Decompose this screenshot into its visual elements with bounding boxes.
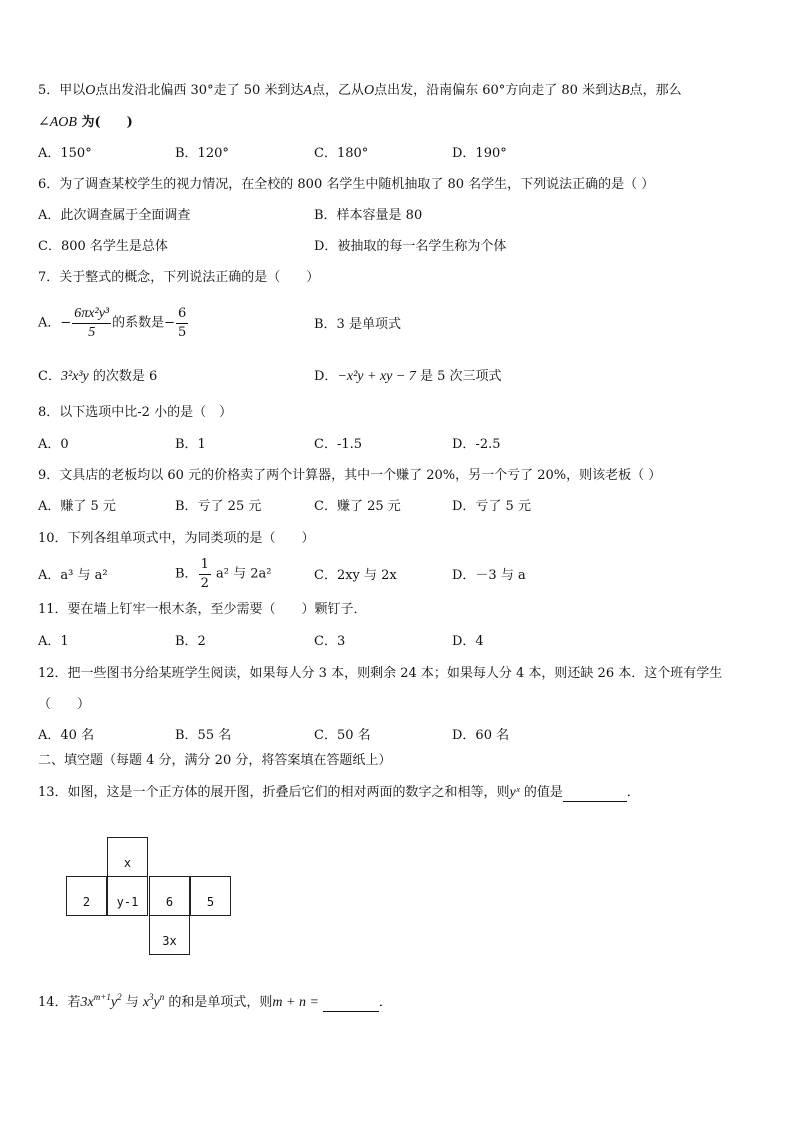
q7-option-a[interactable]: A．− $\frac{\text{6πx²y³}}{5}$ 的系数是− $\frac{6}{5}$ <box>38 306 187 340</box>
q6-option-c[interactable]: C．800 名学生是总体 <box>38 239 168 254</box>
q12-option-d[interactable]: D．60 名 <box>452 728 510 743</box>
q12-option-a[interactable]: A．40 名 <box>38 728 95 743</box>
q12-option-c[interactable]: C．50 名 <box>314 728 371 743</box>
q11-stem: 11．要在墙上钉牢一根木条，至少需要（ ）颗钉子． <box>38 602 367 617</box>
q11-option-b[interactable]: B．2 <box>175 634 206 649</box>
q12-option-b[interactable]: B．55 名 <box>175 728 232 743</box>
q9-stem: 9．文具店的老板均以 60 元的价格卖了两个计算器，其中一个赚了 20%，另一个亏了 20%，则该老板（ ） <box>38 468 662 483</box>
q12-stem: 12．把一些图书分给某班学生阅读，如果每人分 3 本，则剩余 24 本；如果每人分 4 本，则还缺 26 本．这个班有学生 <box>38 666 723 681</box>
q9-option-d[interactable]: D．亏了 5 元 <box>452 499 531 514</box>
q5-option-a[interactable]: A．150° <box>38 146 92 161</box>
q5-stem-line1: 5．甲以O点出发沿北偏西 30°走了 50 米到达A点，乙从O点出发，沿南偏东 60°方向走了 80 米到达B点，那么 <box>38 83 682 98</box>
q8-option-b[interactable]: B．1 <box>175 437 206 452</box>
net-cell-bottom: 3x <box>149 915 190 955</box>
q14-answer-blank[interactable] <box>323 997 379 1012</box>
q11-option-d[interactable]: D．4 <box>452 634 484 649</box>
q10-option-d[interactable]: D．－3 与 a <box>452 568 526 583</box>
q7-option-b[interactable]: B．3 是单项式 <box>314 317 401 332</box>
q10-option-c[interactable]: C．2xy 与 2x <box>314 568 397 583</box>
q10-option-a[interactable]: A．a³ 与 a² <box>38 568 108 583</box>
q11-option-a[interactable]: A．1 <box>38 634 69 649</box>
q13-stem: 13．如图，这是一个正方体的展开图，折叠后它们的相对两面的数字之和相等，则yˣ 的值是 ． <box>38 785 640 800</box>
q6-stem: 6．为了调查某校学生的视力情况，在全校的 800 名学生中随机抽取了 80 名学生，下列说法正确的是（ ） <box>38 177 655 192</box>
net-cell-4: 5 <box>190 876 231 916</box>
q7-option-c[interactable]: C．3²x³y 的次数是 6 <box>38 369 158 384</box>
q9-option-c[interactable]: C．赚了 25 元 <box>314 499 401 514</box>
section-heading: 二、填空题（每题 4 分，满分 20 分，将答案填在答题纸上） <box>38 753 392 768</box>
q8-option-c[interactable]: C．-1.5 <box>314 437 363 452</box>
q5-stem-line2: ∠AOB 为( ) <box>38 115 133 130</box>
q12-stem-cont: （ ） <box>38 697 91 712</box>
net-cell-3: 6 <box>149 876 190 916</box>
q5-option-c[interactable]: C．180° <box>314 146 369 161</box>
q6-option-b[interactable]: B．样本容量是 80 <box>314 208 423 223</box>
q9-option-a[interactable]: A．赚了 5 元 <box>38 499 116 514</box>
net-cell-top: x <box>107 837 148 877</box>
q10-stem: 10．下列各组单项式中，为同类项的是（ ） <box>38 531 315 546</box>
q10-option-b[interactable]: B． $\frac{1}{2}$ a² 与 2a² <box>175 557 272 591</box>
q7-stem: 7．关于整式的概念，下列说法正确的是（ ） <box>38 270 320 285</box>
q6-option-d[interactable]: D．被抽取的每一名学生称为个体 <box>314 239 507 254</box>
q6-option-a[interactable]: A．此次调查属于全面调查 <box>38 208 191 223</box>
q7-option-d[interactable]: D．−x²y + xy − 7 是 5 次三项式 <box>314 369 502 384</box>
q9-option-b[interactable]: B．亏了 25 元 <box>175 499 262 514</box>
net-cell-2: y-1 <box>107 876 148 916</box>
q7-a-fraction: $\frac{\text{6πx²y³}}{5}$ <box>74 306 110 340</box>
q5-option-b[interactable]: B．120° <box>175 146 229 161</box>
q8-option-d[interactable]: D．-2.5 <box>452 437 501 452</box>
q13-answer-blank[interactable] <box>563 787 627 802</box>
q5-option-d[interactable]: D．190° <box>452 146 507 161</box>
net-cell-1: 2 <box>66 876 107 916</box>
q11-option-c[interactable]: C．3 <box>314 634 346 649</box>
q14-stem: 14．若$3x^{m+1}y^2$ 与 $x^3y^n$ 的和是单项式，则m + n = ． <box>38 992 392 1010</box>
q8-option-a[interactable]: A．0 <box>38 437 69 452</box>
q8-stem: 8．以下选项中比-2 小的是（ ） <box>38 405 233 420</box>
